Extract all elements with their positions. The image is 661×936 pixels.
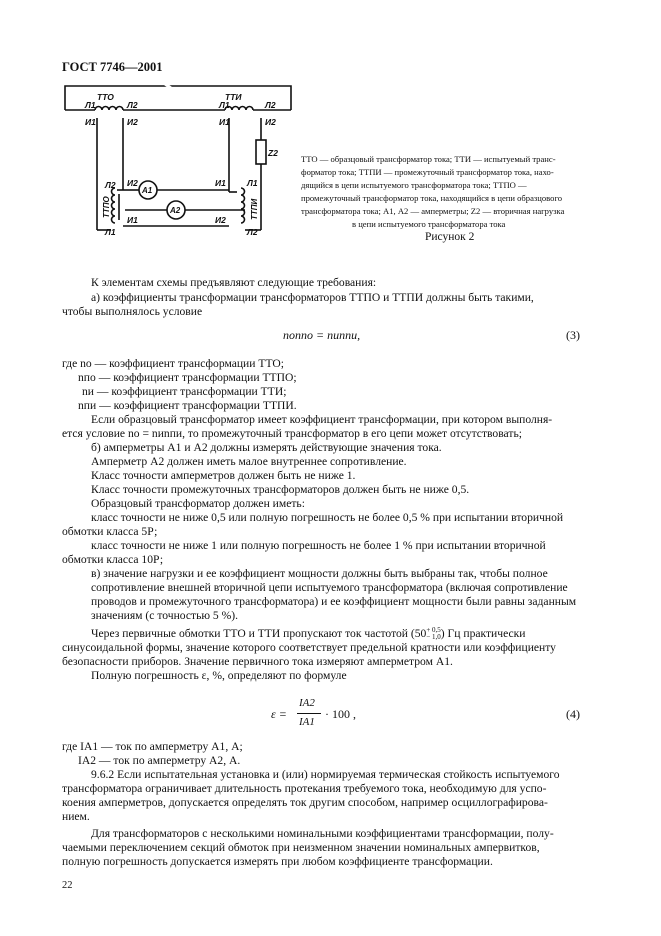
label-tti: ТТИ xyxy=(225,92,242,102)
label-i1-c: И1 xyxy=(127,215,138,225)
tto-coil xyxy=(95,107,123,111)
fraction-bar xyxy=(297,713,321,714)
document-header: ГОСТ 7746—2001 xyxy=(62,60,163,74)
paragraph: безопасности приборов. Значение первичного тока измеряют амперметром А1. xyxy=(62,655,453,668)
label-a2: A2 xyxy=(170,206,181,215)
definition: где IA1 — ток по амперметру А1, А; xyxy=(62,740,243,753)
definition: nпо — коэффициент трансформации ТТПО; xyxy=(78,371,297,384)
definition: nпи — коэффициент трансформации ТТПИ. xyxy=(78,399,297,412)
paragraph: проводов и промежуточного трансформатора) и ее коэффициент мощности были равны заданным xyxy=(91,595,577,608)
label-l2-d: Л2 xyxy=(247,227,258,237)
paragraph: класс точности не ниже 1 или полную погрешность не более 1 % при испытании вторичной xyxy=(91,539,546,552)
circuit-diagram xyxy=(55,80,305,260)
paragraph: чтобы выполнялось условие xyxy=(62,305,203,318)
paragraph: 9.6.2 Если испытательная установка и (или) нормируемая термическая стойкость испытуемого xyxy=(91,768,560,781)
paragraph: в) значение нагрузки и ее коэффициент мощности должны быть выбраны так, чтобы полное xyxy=(91,567,548,580)
equation-4-number: (4) xyxy=(566,707,580,721)
label-ttpo: ТТПО xyxy=(102,196,111,218)
equation-4-lhs: ε = xyxy=(271,707,287,721)
paragraph: К элементам схемы предъявляют следующие требования: xyxy=(91,276,377,289)
label-tto: ТТО xyxy=(97,92,114,102)
paragraph: б) амперметры А1 и А2 должны измерять действующие значения тока. xyxy=(91,441,442,454)
label-l2-c: Л2 xyxy=(105,180,116,190)
paragraph: полную погрешность допускается измерять при любом коэффициенте трансформации. xyxy=(62,855,493,868)
tolerance-plus: + 0,5 xyxy=(426,626,441,635)
ttpi-coil xyxy=(241,188,245,223)
label-z2: Z2 xyxy=(268,148,278,158)
label-l1-b: Л1 xyxy=(219,100,230,110)
label-i1-a: И1 xyxy=(85,117,96,127)
paragraph: нием. xyxy=(62,810,90,823)
paragraph: Класс точности промежуточных трансформаторов должен быть не ниже 0,5. xyxy=(91,483,470,496)
equation-4-rhs: · 100 , xyxy=(325,707,356,721)
paragraph: обмотки класса 10Р; xyxy=(62,553,164,566)
label-l2-a: Л2 xyxy=(127,100,138,110)
frequency-tail: ) Гц практически xyxy=(440,627,526,640)
paragraph: Если образцовый трансформатор имеет коэффициент трансформации, при котором выполня- xyxy=(91,413,553,426)
caption-line: дящийся в цепи испытуемого трансформатора тока; ТТПО — xyxy=(301,180,527,190)
label-i2-c: И2 xyxy=(127,178,138,188)
label-i1-b: И1 xyxy=(219,117,230,127)
equation-4-denominator: IA1 xyxy=(299,716,315,728)
label-l2-b: Л2 xyxy=(265,100,276,110)
definition: где nо — коэффициент трансформации ТТО; xyxy=(62,357,284,370)
paragraph: сопротивление внешней вторичной цепи испытуемого трансформатора (включая сопротивление xyxy=(91,581,568,594)
frequency-tolerance xyxy=(426,627,440,641)
label-i2-a: И2 xyxy=(127,117,138,127)
label-l1-a: Л1 xyxy=(85,100,96,110)
z2-resistor xyxy=(256,140,266,164)
caption-line: в цепи испытуемого трансформатора тока xyxy=(352,219,506,229)
paragraph: ется условие nо = nиnпи, то промежуточный трансформатор в его цепи может отсутствовать; xyxy=(62,427,522,440)
ttpo-coil xyxy=(112,188,116,223)
paragraph: чаемыми переключением секций обмоток при неизменном значении номинальных ампервитков, xyxy=(62,841,540,854)
label-i1-d: И1 xyxy=(215,178,226,188)
paragraph: коения амперметров, допускается определять ток другим способом, например осциллографирова- xyxy=(62,796,548,809)
label-i2-b: И2 xyxy=(265,117,276,127)
paragraph: Для трансформаторов с несколькими номинальными коэффициентами трансформации, полу- xyxy=(91,827,554,840)
paragraph: Полную погрешность ε, %, определяют по формуле xyxy=(91,669,347,682)
caption-line: ТТО — образцовый трансформатор тока; ТТИ — испытуемый транс- xyxy=(301,154,556,164)
equation-3-number: (3) xyxy=(566,328,580,342)
paragraph: синусоидальной формы, значение которого соответствует предельной кратности или коэффициенту xyxy=(62,641,556,654)
label-l1-c: Л1 xyxy=(105,227,116,237)
tolerance-minus: − 1,0 xyxy=(426,633,441,642)
label-l1-d: Л1 xyxy=(247,178,258,188)
figure-label: Рисунок 2 xyxy=(425,231,475,243)
frequency-line xyxy=(91,627,526,641)
page-number: 22 xyxy=(62,880,73,891)
equation-4-numerator: IA2 xyxy=(299,697,315,709)
caption-line: промежуточный трансформатор тока, находящийся в цепи образцового xyxy=(301,193,563,203)
paragraph: класс точности не ниже 0,5 или полную погрешность не более 0,5 % при испытании вторичной xyxy=(91,511,564,524)
paragraph: Амперметр А2 должен иметь малое внутреннее сопротивление. xyxy=(91,455,407,468)
caption-line: трансформатора тока; А1, А2 — амперметры; Z2 — вторичная нагрузка xyxy=(301,206,565,216)
paragraph: обмотки класса 5Р; xyxy=(62,525,158,538)
equation-3: nоnпо = nиnпи, xyxy=(283,328,361,342)
definition: IA2 — ток по амперметру А2, А. xyxy=(78,754,241,767)
label-ttpi: ТТПИ xyxy=(250,198,259,220)
paragraph: Класс точности амперметров должен быть не ниже 1. xyxy=(91,469,356,482)
paragraph: Образцовый трансформатор должен иметь: xyxy=(91,497,305,510)
label-i2-d: И2 xyxy=(215,215,226,225)
label-a1: A1 xyxy=(142,186,153,195)
paragraph: значениям (с точностью 5 %). xyxy=(91,609,239,622)
paragraph: трансформатора ограничивает длительность протекания требуемого тока, необходимую для успо- xyxy=(62,782,547,795)
frequency-text: Через первичные обмотки ТТО и ТТИ пропускают ток частотой (50 xyxy=(91,627,427,640)
caption-line: форматор тока; ТТПИ — промежуточный трансформатор тока, нахо- xyxy=(301,167,554,177)
definition: nи — коэффициент трансформации ТТИ; xyxy=(82,385,287,398)
paragraph: а) коэффициенты трансформации трансформаторов ТТПО и ТТПИ должны быть такими, xyxy=(91,291,534,304)
